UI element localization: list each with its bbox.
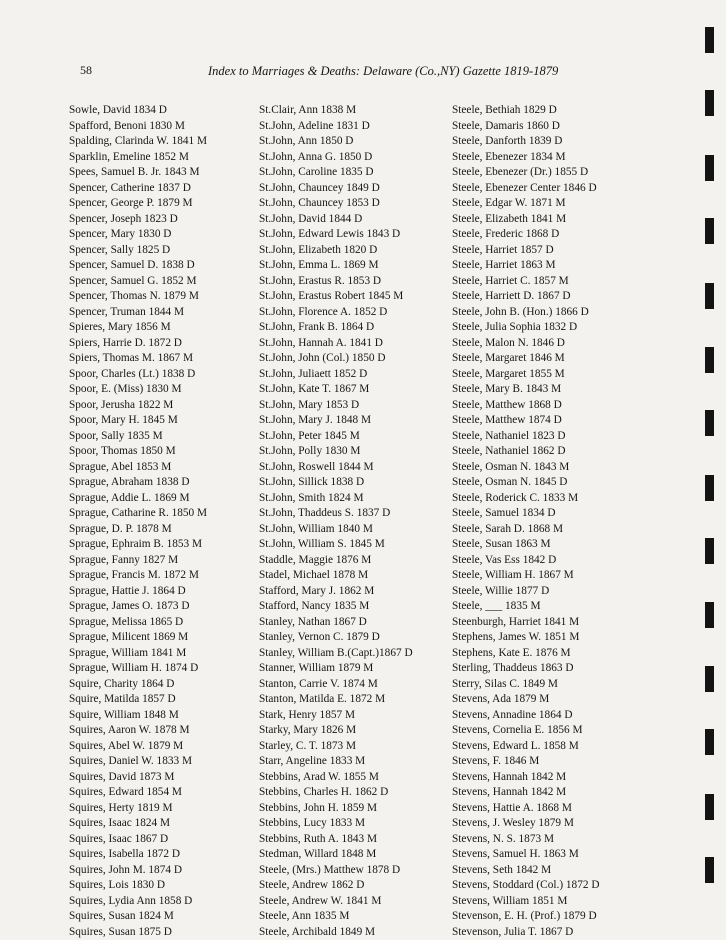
index-entry: Stebbins, Arad W. 1855 M [259, 770, 413, 786]
index-entry: Sprague, William H. 1874 D [69, 661, 207, 677]
index-entry: Spencer, George P. 1879 M [69, 196, 207, 212]
index-entry: Steele, Danforth 1839 D [452, 134, 599, 150]
index-entry: St.John, Elizabeth 1820 D [259, 243, 413, 259]
index-entry: Stevens, Cornelia E. 1856 M [452, 723, 599, 739]
index-entry: Stafford, Mary J. 1862 M [259, 584, 413, 600]
index-entry: Starr, Angeline 1833 M [259, 754, 413, 770]
index-entry: Steele, Sarah D. 1868 M [452, 522, 599, 538]
index-entry: Steele, Ebenezer (Dr.) 1855 D [452, 165, 599, 181]
index-entry: Stephens, James W. 1851 M [452, 630, 599, 646]
index-entry: Squires, Daniel W. 1833 M [69, 754, 207, 770]
index-entry: Stanley, William B.(Capt.)1867 D [259, 646, 413, 662]
index-column-2 [259, 103, 413, 940]
index-entry: Spencer, Joseph 1823 D [69, 212, 207, 228]
index-entry: St.John, Polly 1830 M [259, 444, 413, 460]
index-entry: Staddle, Maggie 1876 M [259, 553, 413, 569]
index-entry: Steele, ___ 1835 M [452, 599, 599, 615]
index-entry: St.John, Peter 1845 M [259, 429, 413, 445]
index-entry: Steele, Frederic 1868 D [452, 227, 599, 243]
index-entry: Sprague, D. P. 1878 M [69, 522, 207, 538]
edge-mark [705, 218, 714, 244]
index-entry: Starley, C. T. 1873 M [259, 739, 413, 755]
index-entry: Steele, Ebenezer Center 1846 D [452, 181, 599, 197]
index-entry: Stevens, Stoddard (Col.) 1872 D [452, 878, 599, 894]
page-number: 58 [80, 63, 92, 78]
index-entry: Stevens, F. 1846 M [452, 754, 599, 770]
index-entry: St.John, Hannah A. 1841 D [259, 336, 413, 352]
index-entry: Spoor, E. (Miss) 1830 M [69, 382, 207, 398]
index-entry: St.John, Juliaett 1852 D [259, 367, 413, 383]
index-entry: Steele, Andrew W. 1841 M [259, 894, 413, 910]
index-entry: Steele, Edgar W. 1871 M [452, 196, 599, 212]
index-entry: Spencer, Thomas N. 1879 M [69, 289, 207, 305]
index-entry: St.John, Florence A. 1852 D [259, 305, 413, 321]
index-entry: Spoor, Mary H. 1845 M [69, 413, 207, 429]
index-entry: Stevens, Hannah 1842 M [452, 785, 599, 801]
index-entry: Steenburgh, Harriet 1841 M [452, 615, 599, 631]
edge-mark [705, 475, 714, 501]
index-entry: Stebbins, Lucy 1833 M [259, 816, 413, 832]
index-entry: Squires, Isaac 1867 D [69, 832, 207, 848]
index-entry: St.John, Chauncey 1849 D [259, 181, 413, 197]
index-entry: Steele, William H. 1867 M [452, 568, 599, 584]
index-entry: St.John, Chauncey 1853 D [259, 196, 413, 212]
index-entry: St.John, Frank B. 1864 D [259, 320, 413, 336]
index-entry: Steele, Ann 1835 M [259, 909, 413, 925]
index-entry: Stephens, Kate E. 1876 M [452, 646, 599, 662]
index-entry: Stebbins, John H. 1859 M [259, 801, 413, 817]
index-entry: Squires, David 1873 M [69, 770, 207, 786]
index-entry: Stebbins, Charles H. 1862 D [259, 785, 413, 801]
index-entry: St.John, Mary J. 1848 M [259, 413, 413, 429]
index-entry: St.John, Edward Lewis 1843 D [259, 227, 413, 243]
index-entry: St.John, William 1840 M [259, 522, 413, 538]
index-entry: St.John, Thaddeus S. 1837 D [259, 506, 413, 522]
index-entry: Stafford, Nancy 1835 M [259, 599, 413, 615]
index-entry: St.John, Mary 1853 D [259, 398, 413, 414]
index-column-3 [452, 103, 599, 940]
index-entry: Spiers, Thomas M. 1867 M [69, 351, 207, 367]
index-entry: St.John, Erastus Robert 1845 M [259, 289, 413, 305]
index-entry: St.John, Kate T. 1867 M [259, 382, 413, 398]
index-entry: Sprague, Catharine R. 1850 M [69, 506, 207, 522]
index-entry: Spoor, Sally 1835 M [69, 429, 207, 445]
index-entry: Steele, (Mrs.) Matthew 1878 D [259, 863, 413, 879]
index-entry: Stevens, Seth 1842 M [452, 863, 599, 879]
index-entry: Stark, Henry 1857 M [259, 708, 413, 724]
index-entry: Squires, Isaac 1824 M [69, 816, 207, 832]
edge-mark [705, 538, 714, 564]
edge-mark [705, 602, 714, 628]
index-entry: Spencer, Sally 1825 D [69, 243, 207, 259]
index-entry: Squires, Lydia Ann 1858 D [69, 894, 207, 910]
index-entry: Sterling, Thaddeus 1863 D [452, 661, 599, 677]
index-entry: Spencer, Samuel G. 1852 M [69, 274, 207, 290]
index-column-1 [69, 103, 207, 940]
index-entry: Sprague, Addie L. 1869 M [69, 491, 207, 507]
index-entry: Stedman, Willard 1848 M [259, 847, 413, 863]
index-entry: Stanton, Matilda E. 1872 M [259, 692, 413, 708]
index-entry: Stevens, Hannah 1842 M [452, 770, 599, 786]
index-entry: Spiers, Harrie D. 1872 D [69, 336, 207, 352]
index-entry: Spencer, Truman 1844 M [69, 305, 207, 321]
index-entry: St.John, Emma L. 1869 M [259, 258, 413, 274]
index-entry: Sprague, Ephraim B. 1853 M [69, 537, 207, 553]
index-entry: Stevens, William 1851 M [452, 894, 599, 910]
index-entry: Steele, Harriet C. 1857 M [452, 274, 599, 290]
index-entry: Sowle, David 1834 D [69, 103, 207, 119]
index-entry: Spoor, Jerusha 1822 M [69, 398, 207, 414]
index-entry: St.John, Ann 1850 D [259, 134, 413, 150]
index-entry: Stevens, Edward L. 1858 M [452, 739, 599, 755]
index-entry: Spoor, Charles (Lt.) 1838 D [69, 367, 207, 383]
index-entry: Sprague, Abel 1853 M [69, 460, 207, 476]
index-entry: Sprague, Abraham 1838 D [69, 475, 207, 491]
index-entry: St.Clair, Ann 1838 M [259, 103, 413, 119]
index-entry: St.John, Erastus R. 1853 D [259, 274, 413, 290]
index-entry: Stevens, Ada 1879 M [452, 692, 599, 708]
edge-mark [705, 410, 714, 436]
index-entry: Steele, Archibald 1849 M [259, 925, 413, 940]
edge-mark [705, 283, 714, 309]
index-entry: Stanton, Carrie V. 1874 M [259, 677, 413, 693]
edge-mark [705, 794, 714, 820]
index-entry: Sprague, Fanny 1827 M [69, 553, 207, 569]
index-entry: Steele, Ebenezer 1834 M [452, 150, 599, 166]
index-entry: Stevens, Annadine 1864 D [452, 708, 599, 724]
edge-mark [705, 155, 714, 181]
edge-mark [705, 729, 714, 755]
index-entry: Squires, Lois 1830 D [69, 878, 207, 894]
index-entry: Sprague, Francis M. 1872 M [69, 568, 207, 584]
index-entry: Steele, Matthew 1874 D [452, 413, 599, 429]
index-entry: Squires, John M. 1874 D [69, 863, 207, 879]
index-entry: Squires, Isabella 1872 D [69, 847, 207, 863]
index-entry: Steele, Vas Ess 1842 D [452, 553, 599, 569]
index-entry: Stadel, Michael 1878 M [259, 568, 413, 584]
index-entry: Stevens, Hattie A. 1868 M [452, 801, 599, 817]
index-entry: Steele, Willie 1877 D [452, 584, 599, 600]
index-entry: St.John, Roswell 1844 M [259, 460, 413, 476]
index-entry: Stevenson, Julia T. 1867 D [452, 925, 599, 940]
index-entry: Steele, Malon N. 1846 D [452, 336, 599, 352]
index-entry: Stanner, William 1879 M [259, 661, 413, 677]
index-entry: Steele, Nathaniel 1862 D [452, 444, 599, 460]
index-entry: Steele, Margaret 1846 M [452, 351, 599, 367]
index-entry: Steele, Andrew 1862 D [259, 878, 413, 894]
index-entry: Spafford, Benoni 1830 M [69, 119, 207, 135]
index-entry: Stebbins, Ruth A. 1843 M [259, 832, 413, 848]
index-entry: Squires, Abel W. 1879 M [69, 739, 207, 755]
index-entry: Sprague, Hattie J. 1864 D [69, 584, 207, 600]
index-entry: Stanley, Vernon C. 1879 D [259, 630, 413, 646]
index-entry: Stanley, Nathan 1867 D [259, 615, 413, 631]
index-entry: Spoor, Thomas 1850 M [69, 444, 207, 460]
index-entry: Squire, William 1848 M [69, 708, 207, 724]
index-entry: Steele, Margaret 1855 M [452, 367, 599, 383]
index-entry: Squire, Charity 1864 D [69, 677, 207, 693]
edge-mark [705, 857, 714, 883]
index-entry: Steele, Susan 1863 M [452, 537, 599, 553]
running-title: Index to Marriages & Deaths: Delaware (Co.,NY) Gazette 1819-1879 [208, 64, 558, 79]
index-entry: Steele, John B. (Hon.) 1866 D [452, 305, 599, 321]
index-entry: Steele, Bethiah 1829 D [452, 103, 599, 119]
index-entry: Sprague, Melissa 1865 D [69, 615, 207, 631]
index-entry: Steele, Osman N. 1845 D [452, 475, 599, 491]
index-entry: Squires, Herty 1819 M [69, 801, 207, 817]
index-entry: Sterry, Silas C. 1849 M [452, 677, 599, 693]
index-entry: Steele, Harriet 1863 M [452, 258, 599, 274]
index-entry: Starky, Mary 1826 M [259, 723, 413, 739]
index-entry: Steele, Nathaniel 1823 D [452, 429, 599, 445]
index-entry: Squires, Susan 1875 D [69, 925, 207, 940]
index-entry: Squire, Matilda 1857 D [69, 692, 207, 708]
index-entry: Sprague, William 1841 M [69, 646, 207, 662]
index-entry: Spencer, Samuel D. 1838 D [69, 258, 207, 274]
index-entry: St.John, John (Col.) 1850 D [259, 351, 413, 367]
index-entry: Stevens, N. S. 1873 M [452, 832, 599, 848]
edge-mark [705, 347, 714, 373]
index-entry: Steele, Elizabeth 1841 M [452, 212, 599, 228]
index-entry: Spees, Samuel B. Jr. 1843 M [69, 165, 207, 181]
index-entry: Steele, Mary B. 1843 M [452, 382, 599, 398]
edge-mark [705, 90, 714, 116]
index-entry: Steele, Osman N. 1843 M [452, 460, 599, 476]
index-entry: Stevens, Samuel H. 1863 M [452, 847, 599, 863]
index-entry: Steele, Roderick C. 1833 M [452, 491, 599, 507]
edge-mark [705, 666, 714, 692]
index-entry: St.John, Smith 1824 M [259, 491, 413, 507]
index-entry: Steele, Harriet 1857 D [452, 243, 599, 259]
index-entry: St.John, Caroline 1835 D [259, 165, 413, 181]
edge-mark [705, 27, 714, 53]
index-entry: St.John, Anna G. 1850 D [259, 150, 413, 166]
index-entry: St.John, Adeline 1831 D [259, 119, 413, 135]
index-entry: Sprague, Milicent 1869 M [69, 630, 207, 646]
index-entry: Squires, Susan 1824 M [69, 909, 207, 925]
index-entry: Squires, Aaron W. 1878 M [69, 723, 207, 739]
index-entry: Sprague, James O. 1873 D [69, 599, 207, 615]
index-entry: Sparklin, Emeline 1852 M [69, 150, 207, 166]
index-entry: St.John, David 1844 D [259, 212, 413, 228]
index-entry: St.John, William S. 1845 M [259, 537, 413, 553]
index-entry: Steele, Damaris 1860 D [452, 119, 599, 135]
index-entry: Spencer, Mary 1830 D [69, 227, 207, 243]
index-entry: Spieres, Mary 1856 M [69, 320, 207, 336]
index-entry: Spalding, Clarinda W. 1841 M [69, 134, 207, 150]
index-entry: Stevens, J. Wesley 1879 M [452, 816, 599, 832]
index-entry: Steele, Samuel 1834 D [452, 506, 599, 522]
index-entry: Stevenson, E. H. (Prof.) 1879 D [452, 909, 599, 925]
index-entry: Squires, Edward 1854 M [69, 785, 207, 801]
index-entry: Steele, Harriett D. 1867 D [452, 289, 599, 305]
index-entry: Spencer, Catherine 1837 D [69, 181, 207, 197]
index-entry: Steele, Matthew 1868 D [452, 398, 599, 414]
index-entry: St.John, Sillick 1838 D [259, 475, 413, 491]
index-entry: Steele, Julia Sophia 1832 D [452, 320, 599, 336]
